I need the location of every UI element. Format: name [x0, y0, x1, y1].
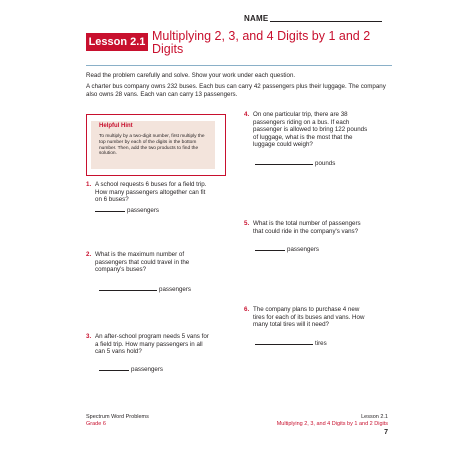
- helpful-hint-box: [86, 114, 226, 176]
- answer-unit: passengers: [287, 246, 319, 253]
- answer-unit: passengers: [159, 286, 191, 293]
- answer-blank[interactable]: [255, 244, 285, 251]
- question-3: [86, 333, 213, 356]
- answer-unit: passengers: [127, 207, 159, 214]
- question-text: The company plans to purchase 4 new tires for each of its buses and vans. How many total tires will it need?: [253, 306, 365, 328]
- hint-title: Helpful Hint: [99, 123, 133, 129]
- question-text: What is the maximum number of passengers that could travel in the company's buses?: [95, 251, 190, 273]
- instructions: Read the problem carefully and solve. Show your work under each question.: [86, 72, 296, 79]
- question-6: [244, 306, 371, 329]
- header-divider: [86, 65, 392, 66]
- answer-blank[interactable]: [99, 364, 129, 371]
- answer-unit: tires: [315, 340, 327, 347]
- answer-3: [99, 364, 163, 373]
- question-text: A school requests 6 buses for a field trip. How many passengers altogether can fit on 6 buses?: [95, 181, 207, 203]
- question-number: 1.: [86, 181, 92, 188]
- footer-left: [86, 414, 149, 428]
- question-2: [86, 251, 213, 274]
- footer-lesson-title: Multiplying 2, 3, and 4 Digits by 1 and 2 Digits: [276, 421, 388, 427]
- question-number: 2.: [86, 251, 92, 258]
- book-title: Spectrum Word Problems: [86, 414, 149, 420]
- question-1: [86, 181, 213, 204]
- answer-blank[interactable]: [99, 284, 157, 291]
- grade-label: Grade 6: [86, 421, 106, 427]
- name-label: NAME: [244, 14, 269, 23]
- lesson-title: Multiplying 2, 3, and 4 Digits by 1 and 2 Digits: [152, 29, 371, 56]
- answer-unit: passengers: [131, 366, 163, 373]
- hint-panel: [91, 121, 215, 169]
- question-text: What is the total number of passengers that could ride in the company's vans?: [253, 220, 361, 235]
- question-number: 5.: [244, 220, 250, 227]
- lesson-badge: Lesson 2.1: [86, 33, 148, 51]
- name-field[interactable]: [270, 21, 382, 22]
- answer-6: [255, 338, 327, 347]
- answer-unit: pounds: [315, 160, 336, 167]
- question-number: 3.: [86, 333, 92, 340]
- page-number: 7: [384, 429, 388, 436]
- answer-blank[interactable]: [95, 205, 125, 212]
- hint-text: To multiply by a two-digit number, first multiply the top number by each of the digits in the bottom number. Then, add the two products to find the solution.: [99, 134, 205, 157]
- answer-1: [95, 205, 159, 214]
- answer-2: [99, 284, 191, 293]
- problem-intro: A charter bus company owns 232 buses. Each bus can carry 42 passengers plus their luggage. The company also owns 28 vans. Each van can carry 13 passengers.: [86, 83, 386, 98]
- answer-4: [255, 158, 335, 167]
- answer-blank[interactable]: [255, 338, 313, 345]
- footer-lesson: Lesson 2.1: [361, 414, 388, 420]
- question-text: On one particular trip, there are 38 passengers riding on a bus. If each passenger is allowed to bring 122 pounds of luggage, what is the most that the luggage could weigh?: [253, 111, 368, 148]
- answer-blank[interactable]: [255, 158, 313, 165]
- question-number: 6.: [244, 306, 250, 313]
- question-5: [244, 220, 371, 235]
- answer-5: [255, 244, 319, 253]
- question-text: An after-school program needs 5 vans for a field trip. How many passengers in all can 5 vans hold?: [95, 333, 209, 355]
- question-number: 4.: [244, 111, 250, 118]
- footer-right: [262, 414, 388, 428]
- question-4: [244, 111, 371, 149]
